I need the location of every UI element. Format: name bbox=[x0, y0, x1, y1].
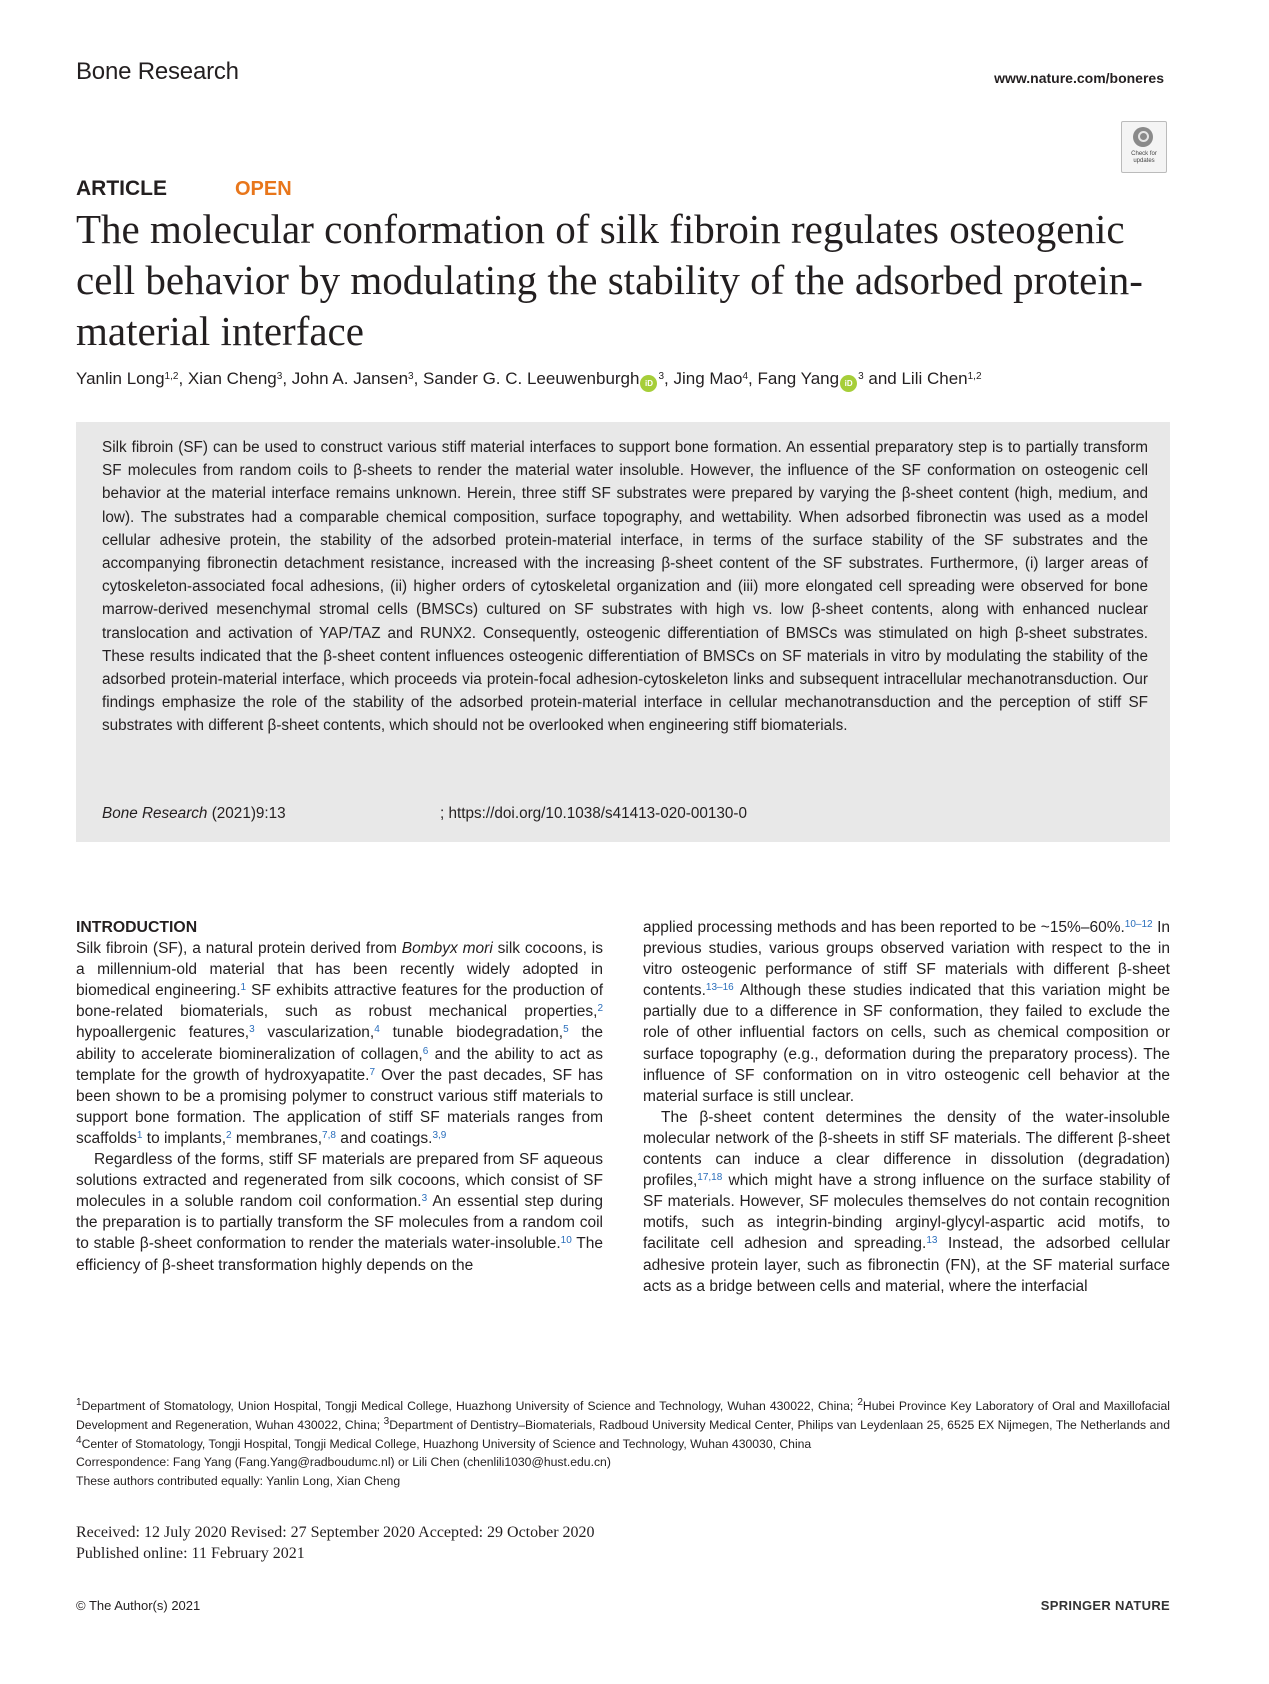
author-name[interactable]: Fang Yang bbox=[757, 369, 840, 388]
equal-contribution-note: These authors contributed equally: Yanlin Long, Xian Cheng bbox=[76, 1474, 401, 1489]
reference-link[interactable]: 3 bbox=[249, 1024, 255, 1036]
copyright: © The Author(s) 2021 bbox=[76, 1598, 201, 1613]
affiliation-mark: 2 bbox=[857, 1397, 863, 1408]
intro-paragraph-3: The β-sheet content determines the density of the water-insoluble molecular network of the β-sheets in stiff SF materials. The different β-sheet contents can induce a clear difference in dissolution (degradation) profiles,$^{17,18}$ which might have a strong influence on the surface stability of SF materials. However, SF molecules themselves do not contain recognition motifs, such as integrin-binding arginyl-glycyl-aspartic acid motifs, to facilitate cell adhesion and spreading.$^{13}$ Instead, the adsorbed cellular adhesive protein layer, such as fibronectin (FN), at the SF material surface acts as a bridge between cells and material, where the interfacial bbox=[643, 1108, 1170, 1295]
bookmark-icon bbox=[1133, 127, 1153, 147]
reference-link[interactable]: 10–12 bbox=[1124, 919, 1153, 930]
author-name[interactable]: Xian Cheng bbox=[187, 369, 277, 388]
reference-link[interactable]: 5 bbox=[563, 1024, 569, 1036]
citation bbox=[102, 805, 286, 823]
check-for-updates-badge[interactable] bbox=[1121, 121, 1167, 173]
body-column-left bbox=[76, 917, 603, 1276]
citation-volume: (2021)9:13 bbox=[207, 805, 286, 822]
reference-link[interactable]: 1 bbox=[136, 1129, 143, 1141]
author-list: Yanlin Long$^{1,2}$, Xian Cheng$^3$, John A. Jansen$^3$, Sander G. C. Leeuwenburgh $iD^3$, Jing Mao$^4$, Fang Yang $iD^3$ and Lili Chen$^{1,2}$ bbox=[76, 369, 982, 392]
reference-link[interactable]: 17,18 bbox=[697, 1172, 723, 1184]
author-affiliation-mark: 4 bbox=[742, 371, 749, 382]
reference-link[interactable]: 7,8 bbox=[322, 1129, 336, 1141]
reference-link[interactable]: 4 bbox=[374, 1024, 380, 1036]
affiliations bbox=[76, 1397, 1170, 1491]
author-name[interactable]: Jing Mao bbox=[673, 369, 743, 388]
journal-website-link[interactable]: www.nature.com/boneres bbox=[994, 70, 1164, 86]
check-badge-label: Check for updates bbox=[1131, 151, 1157, 164]
abstract-text: Silk fibroin (SF) can be used to construct various stiff material interfaces to support bone formation. An essential preparatory step is to partially transform SF molecules from random coils to β-sheets to render the material water insoluble. However, the influence of the SF conformation on osteogenic cell behavior at the material interface remains unknown. Herein, three stiff SF substrates were prepared by varying the β-sheet content (high, medium, and low). The substrates had a comparable chemical composition, surface topography, and wettability. When adsorbed fibronectin was used as a model cellular adhesive protein, the stability of the adsorbed protein-material interface, in terms of the surface stability of the SF substrates and the accompanying fibronectin detachment resistance, increased with the increasing β-sheet content of the SF substrates. Furthermore, (i) larger areas of cytoskeleton-associated focal adhesions, (ii) higher orders of cytoskeletal organization and (iii) more elongated cell spreading were observed for bone marrow-derived mesenchymal stromal cells (BMSCs) cultured on SF substrates with high vs. low β-sheet contents, along with enhanced nuclear translocation and activation of YAP/TAZ and RUNX2. Consequently, osteogenic differentiation of BMSCs was stimulated on high β-sheet substrates. These results indicated that the β-sheet content influences osteogenic differentiation of BMSCs on SF materials in vitro by modulating the stability of the adsorbed protein-material interface, which proceeds via protein-focal adhesion-cytoskeleton links and subsequent intracellular mechanotransduction. Our findings emphasize the role of the stability of the adsorbed protein-material interface in cellular mechanotransduction and the perception of stiff SF substrates with different β-sheet contents, which should not be overlooked when engineering stiff biomaterials. bbox=[102, 439, 1148, 735]
author-name[interactable]: John A. Jansen bbox=[291, 369, 409, 388]
reference-link[interactable]: 10 bbox=[560, 1235, 572, 1247]
reference-link[interactable]: 6 bbox=[422, 1045, 429, 1057]
intro-paragraph-1: Silk fibroin (SF), a natural protein derived from Bombyx mori silk cocoons, is a millennium-old material that has been recently widely adopted in biomedical engineering.$^1$ SF exhibits attractive features for the production of bone-related biomaterials, such as robust mechanical properties,$^2$ hypoallergenic features,$^3$ vascularization,$^4$ tunable biodegradation,$^5$ the ability to accelerate biomineralization of collagen,$^6$ and the ability to act as template for the growth of hydroxyapatite.$^7$ Over the past decades, SF has been shown to be a promising polymer to construct various stiff materials to support bone formation. The application of stiff SF materials ranges from scaffolds$^1$ to implants,$^2$ membranes,$^{7,8}$ and coatings.$^{3,9}$ bbox=[76, 940, 604, 1147]
reference-link[interactable]: 7 bbox=[369, 1066, 376, 1078]
open-access-label: OPEN bbox=[235, 178, 292, 200]
orcid-icon[interactable]: iD bbox=[640, 375, 657, 392]
published-online: Published online: 11 February 2021 bbox=[76, 1545, 305, 1562]
author-affiliation-mark: 3 bbox=[658, 371, 665, 382]
citation-journal: Bone Research bbox=[102, 805, 208, 822]
author-name[interactable]: Sander G. C. Leeuwenburgh bbox=[423, 369, 640, 388]
reference-link[interactable]: 2 bbox=[597, 1003, 603, 1015]
reference-link[interactable]: 3,9 bbox=[432, 1129, 447, 1141]
body-column-right bbox=[643, 917, 1170, 1297]
journal-name: Bone Research bbox=[76, 58, 239, 85]
article-dates bbox=[76, 1522, 595, 1564]
author-affiliation-mark: 1,2 bbox=[164, 371, 179, 382]
affiliation-list: $^1$Department of Stomatology, Union Hospital, Tongji Medical College, Huazhong University of Science and Technology, Wuhan 430022, China; $^2$Hubei Province Key Laboratory of Oral and Maxillofacial Development and Regeneration, Wuhan 430022, China; $^3$Department of Dentistry–Biomaterials, Radboud University Medical Center, Philips van Leydenlaan 25, 6525 EX Nijmegen, The Netherlands and $^4$Center of Stomatology, Tongji Hospital, Tongji Medical College, Huazhong University of Science and Technology, Wuhan 430030, China bbox=[76, 1397, 1170, 1451]
affiliation-mark: 4 bbox=[76, 1434, 82, 1446]
reference-link[interactable]: 13–16 bbox=[705, 982, 734, 994]
intro-paragraph-2: Regardless of the forms, stiff SF materials are prepared from SF aqueous solutions extracted and regenerated from silk cocoons, which consist of SF molecules in a soluble random coil conformation.$^3$ An essential step during the preparation is to partially transform the SF molecules from a random coil to stable β-sheet conformation to render the materials water-insoluble.$^{10}$ The efficiency of β-sheet transformation highly depends on the bbox=[76, 1151, 603, 1274]
reference-link[interactable]: 13 bbox=[926, 1235, 938, 1247]
author-affiliation-mark: 3 bbox=[276, 371, 283, 382]
affiliation-mark: 1 bbox=[76, 1397, 82, 1408]
italic-term: Bombyx mori bbox=[401, 940, 493, 958]
correspondence: Correspondence: Fang Yang (Fang.Yang@radboudumc.nl) or Lili Chen (chenlili1030@hust.edu.cn) bbox=[76, 1455, 611, 1470]
article-type: ARTICLE bbox=[76, 177, 167, 200]
orcid-icon[interactable]: iD bbox=[840, 375, 857, 392]
reference-link[interactable]: 3 bbox=[421, 1193, 428, 1205]
reference-link[interactable]: 2 bbox=[226, 1129, 232, 1141]
abstract-box bbox=[76, 422, 1170, 842]
author-name[interactable]: Lili Chen bbox=[901, 369, 968, 388]
received-revised-accepted: Received: 12 July 2020 Revised: 27 September 2020 Accepted: 29 October 2020 bbox=[76, 1524, 595, 1541]
author-affiliation-mark: 1,2 bbox=[967, 371, 982, 382]
section-heading: INTRODUCTION bbox=[76, 919, 198, 936]
publisher-logo: SPRINGER NATURE bbox=[1040, 1598, 1170, 1613]
article-title: The molecular conformation of silk fibroin regulates osteogenic cell behavior by modulating the stability of the adsorbed protein-material interface bbox=[76, 206, 1143, 354]
author-affiliation-mark: 3 bbox=[408, 371, 414, 382]
affiliation-mark: 3 bbox=[383, 1415, 390, 1427]
doi-link[interactable]: ; https://doi.org/10.1038/s41413-020-00130-0 bbox=[440, 805, 748, 822]
reference-link[interactable]: 1 bbox=[240, 982, 247, 994]
author-name[interactable]: Yanlin Long bbox=[76, 369, 165, 388]
author-affiliation-mark: 3 bbox=[858, 371, 864, 382]
intro-paragraph-2-continued: applied processing methods and has been reported to be ~15%–60%.$^{10-12}$ In previous studies, various groups observed variation with respect to the in vitro osteogenic performance of stiff SF materials with different β-sheet contents.$^{13-16}$ Although these studies indicated that this variation might be partially due to a difference in SF conformation, they failed to exclude the role of other influential factors on cells, such as chemical composition or surface topography (e.g., deformation during the preparatory process). The influence of SF conformation on in vitro osteogenic cell behavior at the material surface is still unclear. bbox=[643, 919, 1170, 1105]
